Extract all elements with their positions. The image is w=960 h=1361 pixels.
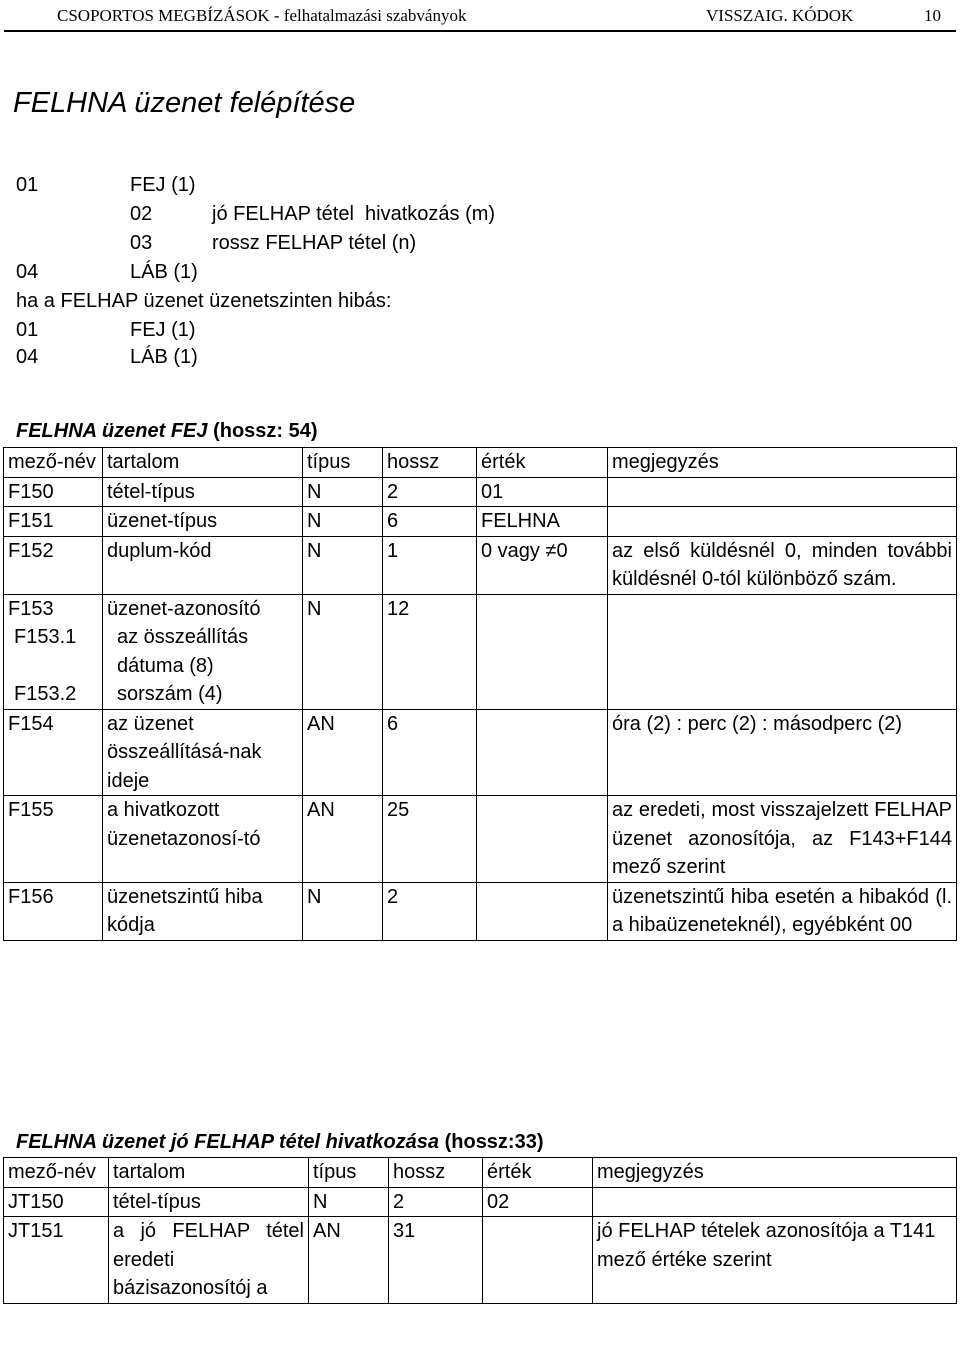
cell-ertek bbox=[477, 796, 608, 883]
cell-ertek: FELHNA bbox=[477, 507, 608, 537]
cell-mezo: F156 bbox=[4, 882, 103, 940]
content-sub: az összeállítás dátuma (8) bbox=[117, 626, 249, 677]
section-title-length: (hossz: 54) bbox=[213, 420, 318, 442]
cell-mezo: F152 bbox=[4, 536, 103, 594]
cell-ertek: 0 vagy ≠0 bbox=[477, 536, 608, 594]
cell-megjegyzes: az eredeti, most visszajelzett FELHAP üzenet azonosítója, az F143+F144 mező szerint bbox=[608, 796, 957, 883]
section-title-jo bbox=[16, 1131, 544, 1154]
cell-megjegyzes bbox=[608, 477, 957, 507]
cell-mezo: F155 bbox=[4, 796, 103, 883]
table-row bbox=[4, 536, 957, 594]
field-code-sub: F153.1 bbox=[14, 626, 77, 648]
structure-line-1 bbox=[16, 174, 38, 197]
header-center-text: VISSZAIG. KÓDOK bbox=[706, 6, 854, 25]
cell-mezo: F150 bbox=[4, 477, 103, 507]
header-cell: hossz bbox=[383, 448, 477, 478]
header-cell: hossz bbox=[389, 1158, 483, 1188]
header-cell: mező-név bbox=[4, 1158, 109, 1188]
cell-megjegyzes: óra (2) : perc (2) : másodperc (2) bbox=[608, 709, 957, 796]
cell-megjegyzes bbox=[593, 1187, 957, 1217]
structure-label: LÁB (1) bbox=[130, 346, 198, 368]
cell-hossz: 1 bbox=[383, 536, 477, 594]
header-cell: típus bbox=[309, 1158, 389, 1188]
cell-tartalom: üzenetszintű hiba kódja bbox=[103, 882, 303, 940]
table-row bbox=[4, 796, 957, 883]
cell-hossz: 2 bbox=[389, 1187, 483, 1217]
jo-table bbox=[3, 1157, 957, 1304]
header-cell: tartalom bbox=[109, 1158, 309, 1188]
cell-megjegyzes bbox=[608, 594, 957, 709]
header-cell: megjegyzés bbox=[593, 1158, 957, 1188]
structure-code: 03 bbox=[130, 232, 153, 254]
cell-hossz: 25 bbox=[383, 796, 477, 883]
cell-tartalom bbox=[103, 594, 303, 709]
cell-mezo bbox=[4, 594, 103, 709]
cell-tipus: N bbox=[303, 594, 383, 709]
cell-ertek bbox=[483, 1217, 593, 1304]
header-cell: érték bbox=[477, 448, 608, 478]
cell-tartalom: az üzenet összeállításá-nak ideje bbox=[103, 709, 303, 796]
cell-ertek: 01 bbox=[477, 477, 608, 507]
cell-tartalom: a jó FELHAP tétel eredeti bázisazonosítój a bbox=[109, 1217, 309, 1304]
table-row bbox=[4, 594, 957, 709]
section-title-text: FELHNA üzenet FEJ bbox=[16, 420, 208, 442]
cell-hossz: 6 bbox=[383, 709, 477, 796]
cell-ertek: 02 bbox=[483, 1187, 593, 1217]
section-title-text: FELHNA üzenet jó FELHAP tétel hivatkozása bbox=[16, 1131, 440, 1153]
cell-tipus: AN bbox=[303, 709, 383, 796]
cell-tipus: N bbox=[303, 882, 383, 940]
cell-ertek bbox=[477, 882, 608, 940]
header-cell: mező-név bbox=[4, 448, 103, 478]
cell-tipus: AN bbox=[309, 1217, 389, 1304]
structure-label: FEJ (1) bbox=[130, 319, 196, 341]
cell-hossz: 2 bbox=[383, 882, 477, 940]
fej-table bbox=[3, 447, 957, 941]
structure-label: jó FELHAP tétel hivatkozás (m) bbox=[212, 203, 496, 225]
field-code: F153 bbox=[8, 597, 54, 620]
header-left-text: CSOPORTOS MEGBÍZÁSOK - felhatalmazási szabványok bbox=[57, 6, 467, 25]
content-text: üzenet-azonosító bbox=[107, 597, 261, 620]
header-cell: típus bbox=[303, 448, 383, 478]
structure-label: FEJ (1) bbox=[130, 174, 196, 196]
header-cell: tartalom bbox=[103, 448, 303, 478]
cell-megjegyzes: az első küldésnél 0, minden további küldésnél 0-tól különböző szám. bbox=[608, 536, 957, 594]
cell-tartalom: duplum-kód bbox=[103, 536, 303, 594]
cell-tartalom: tétel-típus bbox=[109, 1187, 309, 1217]
cell-tartalom: tétel-típus bbox=[103, 477, 303, 507]
header-cell: megjegyzés bbox=[608, 448, 957, 478]
structure-code: 04 bbox=[16, 261, 39, 283]
cell-mezo: F154 bbox=[4, 709, 103, 796]
cell-tartalom: üzenet-típus bbox=[103, 507, 303, 537]
cell-megjegyzes bbox=[608, 507, 957, 537]
cell-hossz: 12 bbox=[383, 594, 477, 709]
cell-tipus: AN bbox=[303, 796, 383, 883]
field-code-sub: F153.2 bbox=[14, 682, 77, 705]
structure-label: rossz FELHAP tétel (n) bbox=[212, 232, 417, 254]
cell-megjegyzes: üzenetszintű hiba esetén a hibakód (l. a hibaüzeneteknél), egyébként 00 bbox=[608, 882, 957, 940]
structure-label: LÁB (1) bbox=[130, 261, 198, 283]
structure-code: 04 bbox=[16, 346, 39, 368]
page-header bbox=[0, 0, 960, 32]
header-rule bbox=[4, 30, 956, 32]
table-row bbox=[4, 477, 957, 507]
cell-hossz: 31 bbox=[389, 1217, 483, 1304]
cell-megjegyzes: jó FELHAP tételek azonosítója a T141 mező értéke szerint bbox=[593, 1217, 957, 1304]
header-cell: érték bbox=[483, 1158, 593, 1188]
table-row bbox=[4, 709, 957, 796]
cell-tipus: N bbox=[309, 1187, 389, 1217]
table-row bbox=[4, 1187, 957, 1217]
cell-tipus: N bbox=[303, 536, 383, 594]
cell-mezo: JT150 bbox=[4, 1187, 109, 1217]
cell-mezo: F151 bbox=[4, 507, 103, 537]
cell-tipus: N bbox=[303, 507, 383, 537]
structure-note: ha a FELHAP üzenet üzenetszinten hibás: bbox=[16, 290, 392, 312]
table-row bbox=[4, 507, 957, 537]
cell-hossz: 2 bbox=[383, 477, 477, 507]
page-title: FELHNA üzenet felépítése bbox=[13, 87, 356, 119]
cell-mezo: JT151 bbox=[4, 1217, 109, 1304]
section-title-length: (hossz:33) bbox=[444, 1131, 544, 1153]
page-number: 10 bbox=[924, 6, 941, 25]
cell-tipus: N bbox=[303, 477, 383, 507]
structure-code: 01 bbox=[16, 174, 39, 196]
cell-ertek bbox=[477, 594, 608, 709]
table-header-row bbox=[4, 448, 957, 478]
structure-code: 02 bbox=[130, 203, 153, 225]
cell-ertek bbox=[477, 709, 608, 796]
section-title-fej bbox=[16, 420, 318, 443]
table-row bbox=[4, 1217, 957, 1304]
table-header-row bbox=[4, 1158, 957, 1188]
structure-code: 01 bbox=[16, 319, 39, 341]
content-sub: sorszám (4) bbox=[117, 683, 223, 705]
cell-hossz: 6 bbox=[383, 507, 477, 537]
cell-tartalom: a hivatkozott üzenetazonosí-tó bbox=[103, 796, 303, 883]
table-row bbox=[4, 882, 957, 940]
